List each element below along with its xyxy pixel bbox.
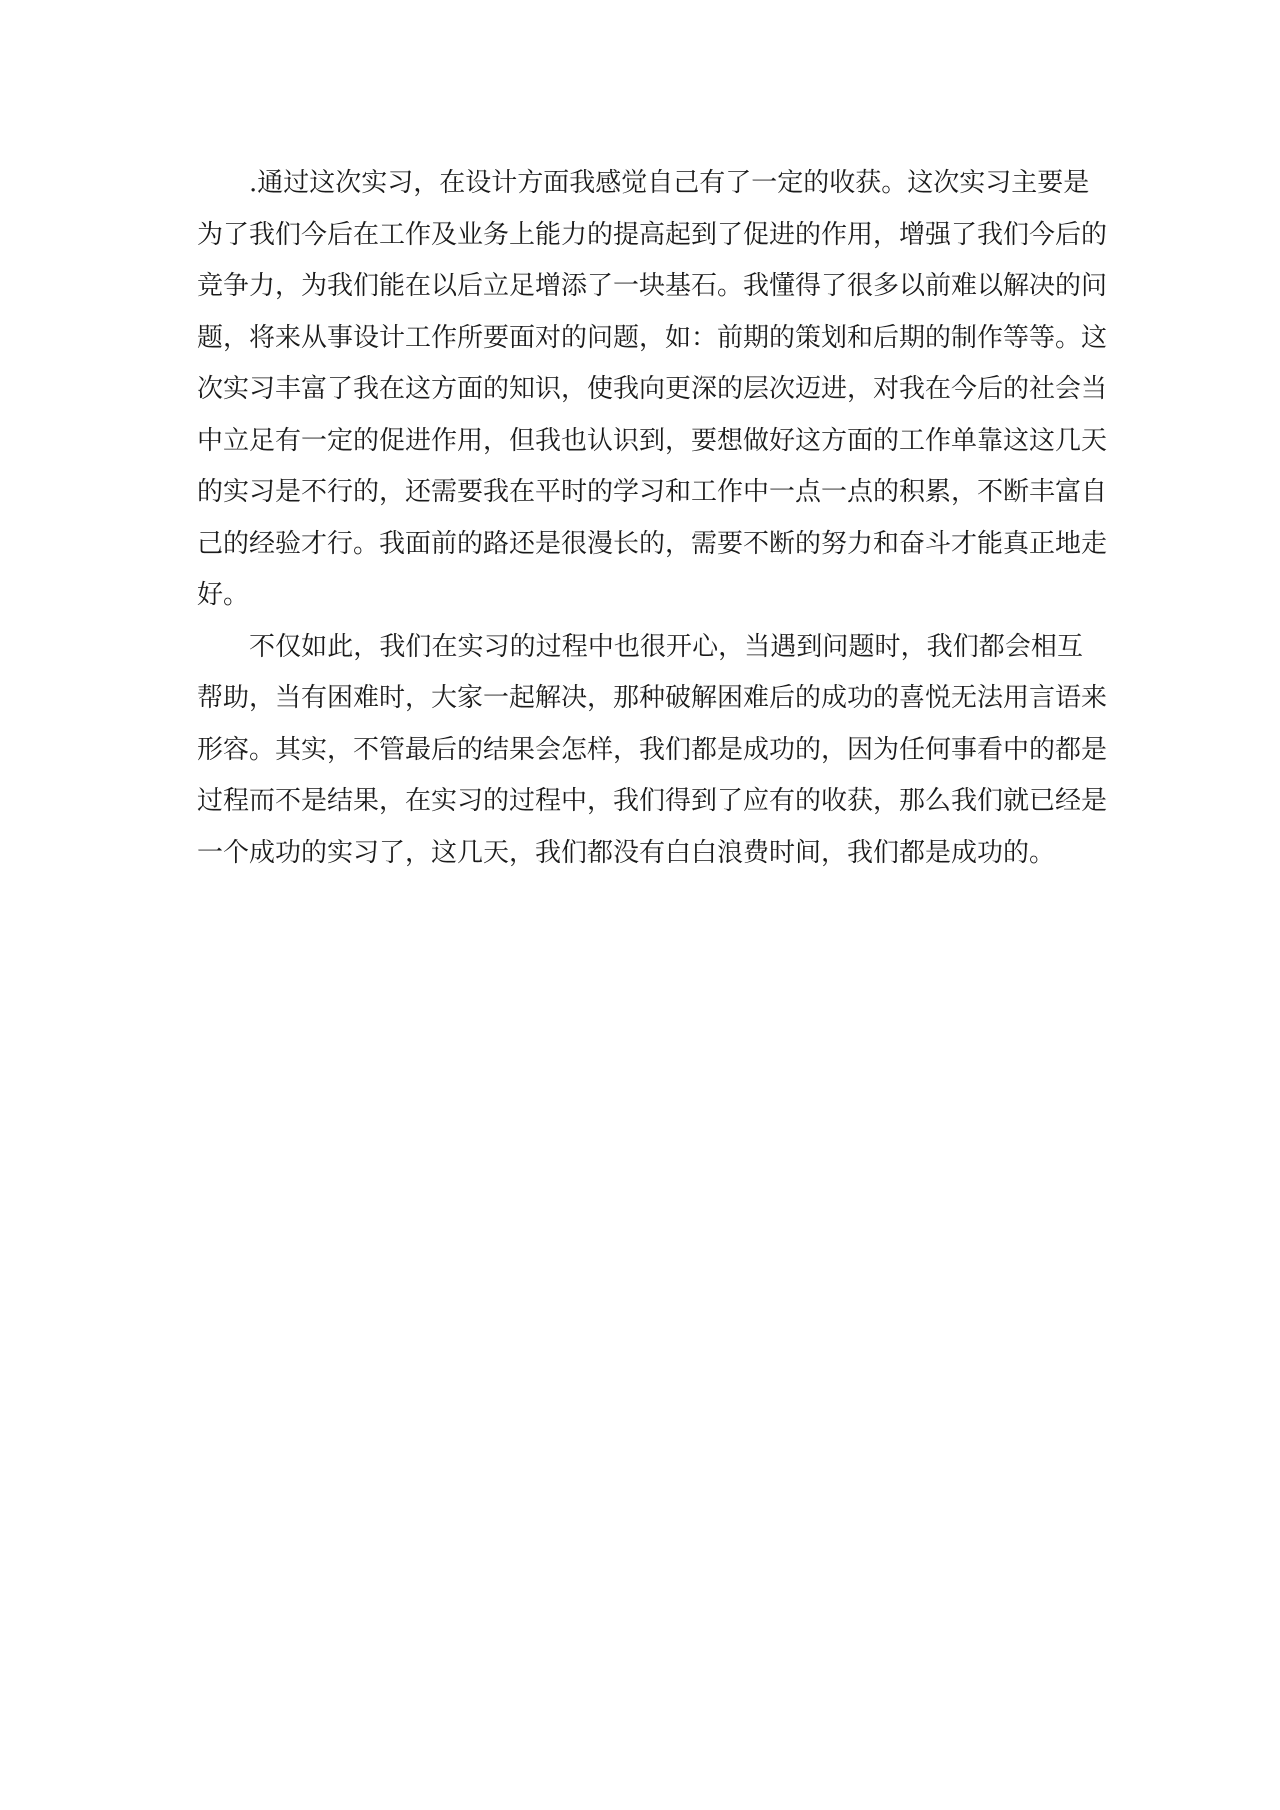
paragraph-2-line-4: 过程而不是结果，在实习的过程中，我们得到了应有的收获，那么我们就已经是 [197,786,1108,816]
paragraph-1-line-7: 的实习是不行的，还需要我在平时的学习和工作中一点一点的积累，不断丰富自 [197,477,1108,507]
paragraph-2-line-3: 形容。其实，不管最后的结果会怎样，我们都是成功的，因为任何事看中的都是 [197,734,1108,765]
paragraph-2 [197,622,1108,880]
paragraph-1-line-4: 题，将来从事设计工作所要面对的问题，如：前期的策划和后期的制作等等。这 [197,322,1108,353]
paragraph-2-line-1: 不仅如此，我们在实习的过程中也很开心，当遇到问题时，我们都会相互 [249,631,1083,662]
paragraph-1-line-5: 次实习丰富了我在这方面的知识，使我向更深的层次迈进，对我在今后的社会当 [197,374,1108,404]
paragraph-2-line-2: 帮助，当有困难时，大家一起解决，那种破解困难后的成功的喜悦无法用言语来 [197,683,1108,713]
paragraph-1-line-8: 己的经验才行。我面前的路还是很漫长的，需要不断的努力和奋斗才能真正地走 [197,528,1108,559]
paragraph-1-line-9: 好。 [197,580,250,610]
document-body [197,158,1108,879]
paragraph-1-line-6: 中立足有一定的促进作用，但我也认识到，要想做好这方面的工作单靠这这几天 [197,425,1108,456]
paragraph-1-line-3: 竞争力，为我们能在以后立足增添了一块基石。我懂得了很多以前难以解决的问 [197,271,1108,301]
paragraph-1-line-1: .通过这次实习，在设计方面我感觉自己有了一定的收获。这次实习主要是 [249,168,1090,198]
paragraph-1-line-2: 为了我们今后在工作及业务上能力的提高起到了促进的作用，增强了我们今后的 [197,219,1108,250]
paragraph-1 [197,158,1108,622]
paragraph-2-line-5: 一个成功的实习了，这几天，我们都没有白白浪费时间，我们都是成功的。 [197,837,1056,868]
